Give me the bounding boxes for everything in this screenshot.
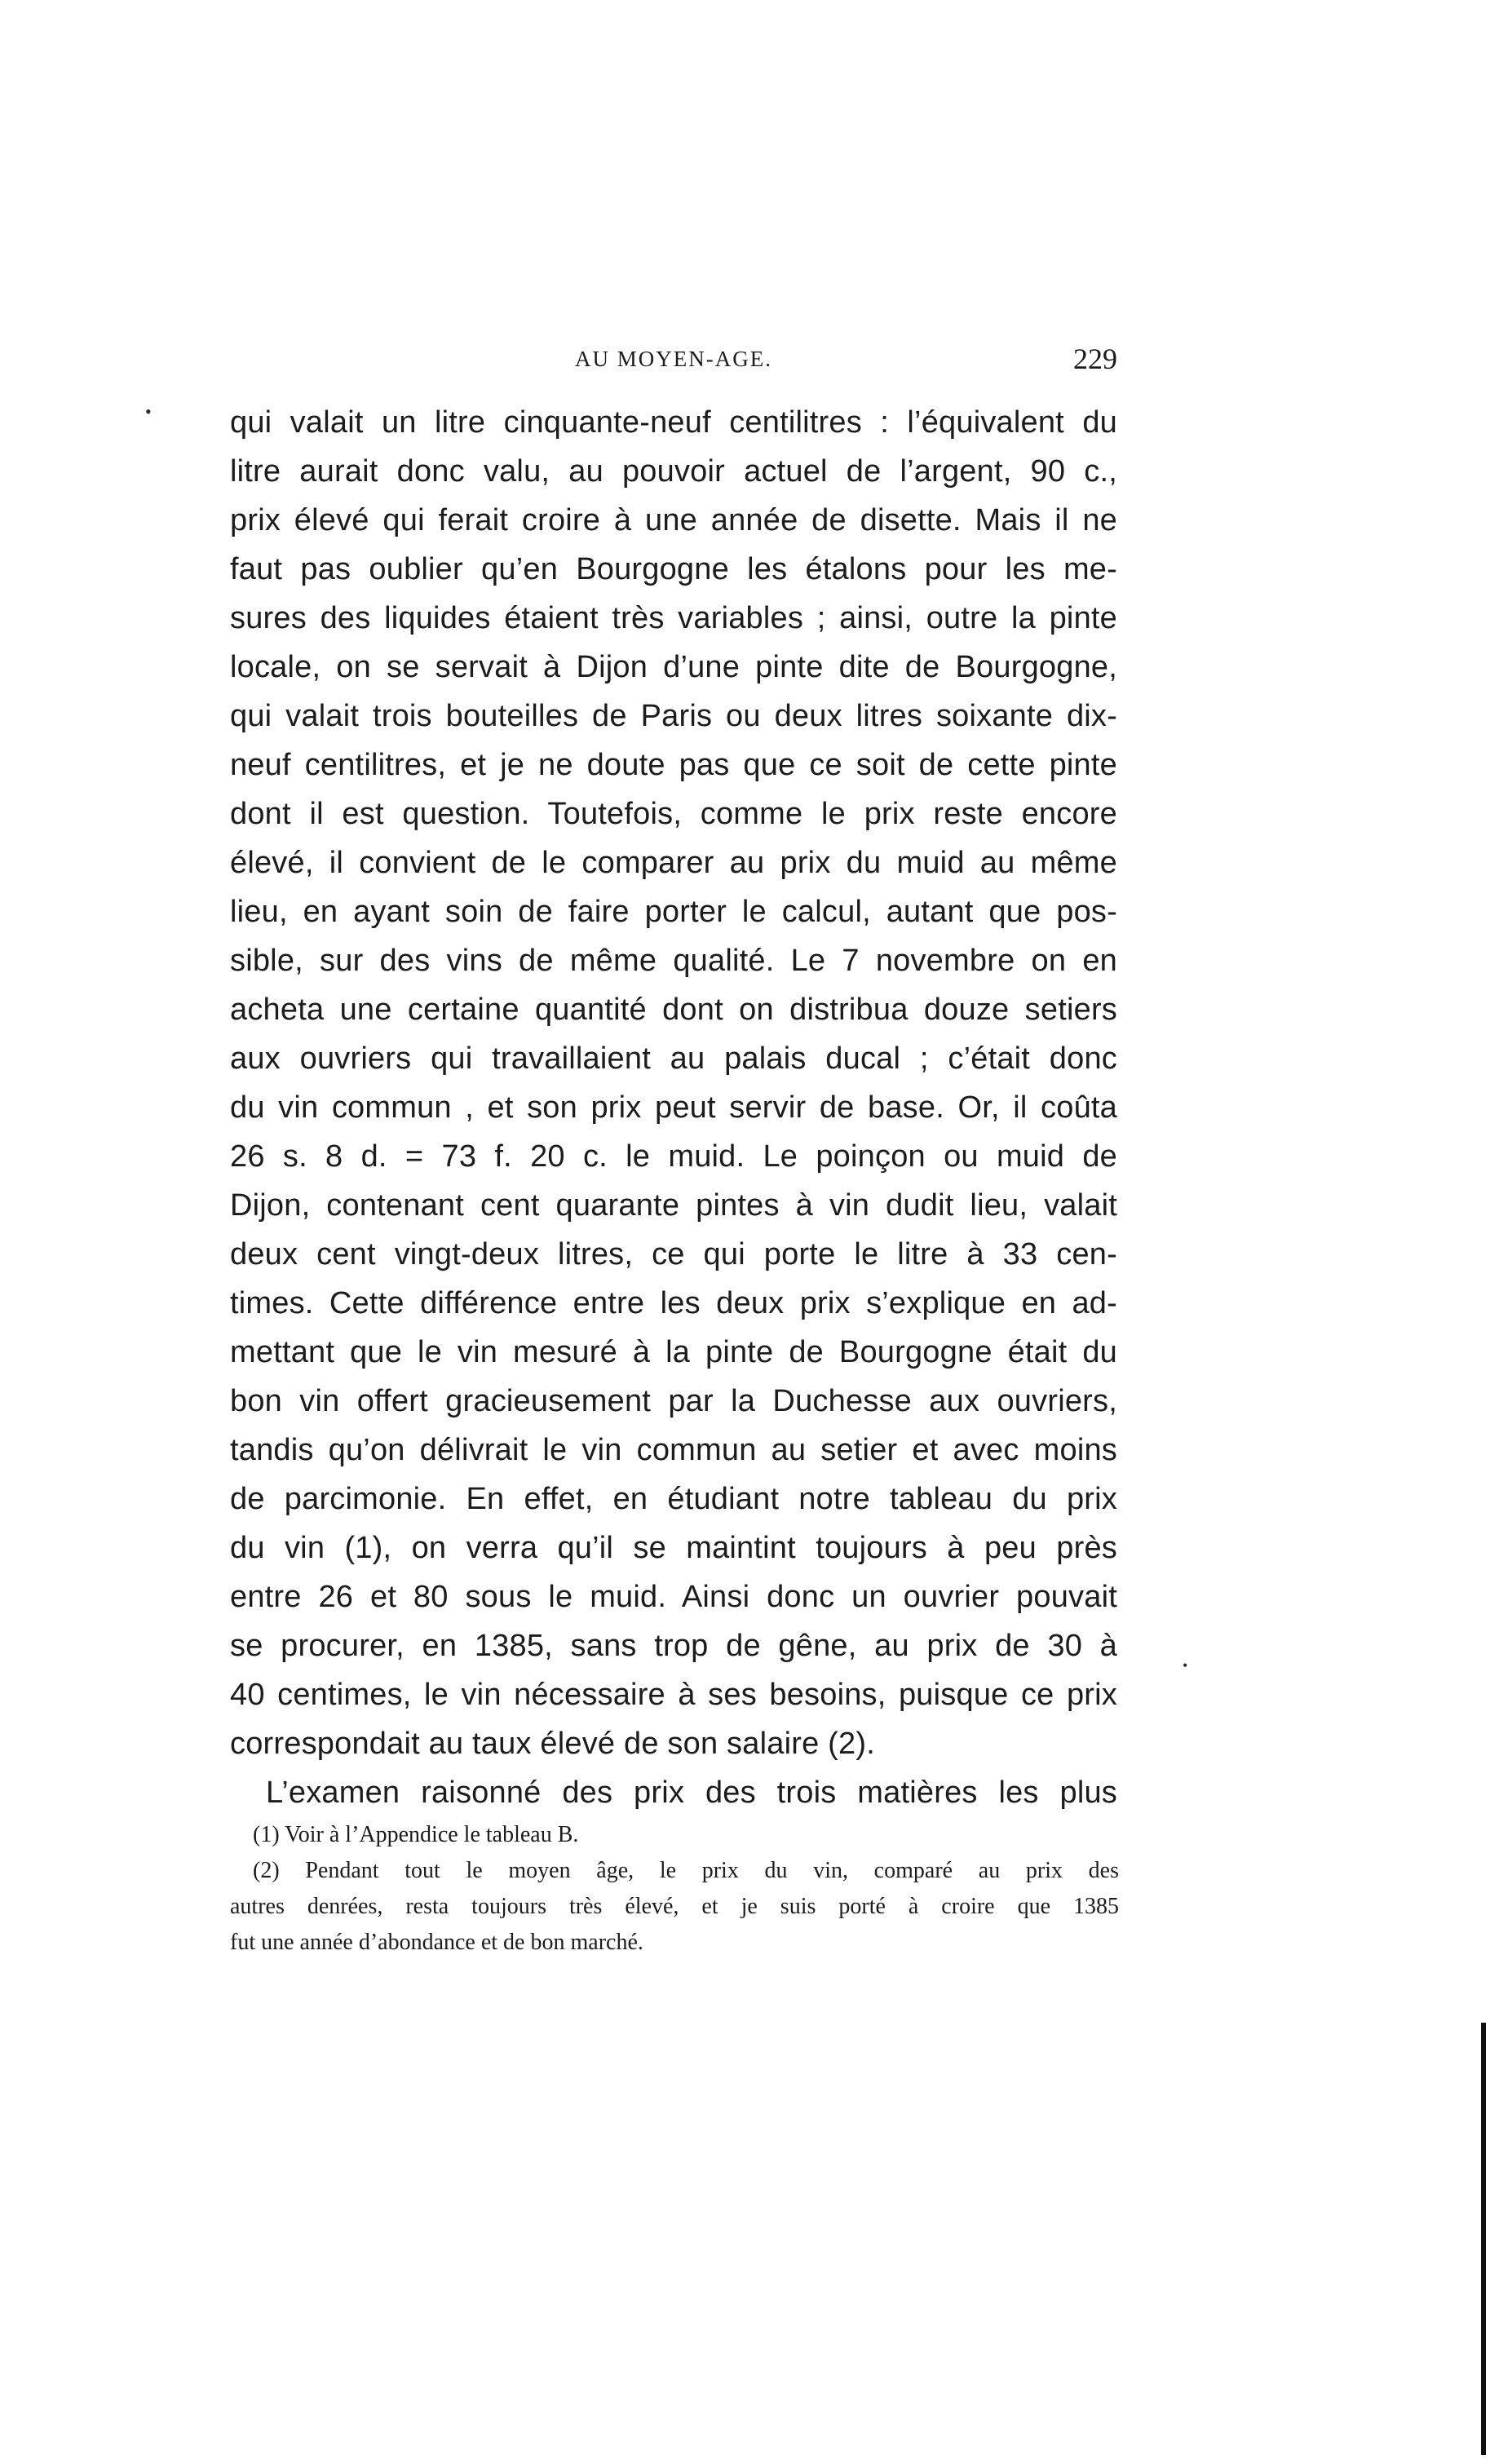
text-line: sures des liquides étaient très variables ; ainsi, outre la pinte [230, 601, 1117, 635]
running-title: AU MOYEN-AGE. [575, 347, 772, 371]
footnote-2: (2) Pendant tout le moyen âge, le prix du vin, comparé au prix des [253, 1858, 1119, 1883]
margin-speck: • [1183, 1657, 1188, 1674]
text-line: qui valait un litre cinquante-neuf centilitres : l’équivalent du [230, 405, 1117, 440]
text-line: litre aurait donc valu, au pouvoir actuel de l’argent, 90 c., [230, 454, 1117, 489]
text-line: de parcimonie. En effet, en étudiant notre tableau du prix [230, 1482, 1117, 1516]
text-line: bon vin offert gracieusement par la Duchesse aux ouvriers, [230, 1384, 1117, 1418]
text-line: Dijon, contenant cent quarante pintes à vin dudit lieu, valait [230, 1188, 1117, 1223]
text-line: neuf centilitres, et je ne doute pas que ce soit de cette pinte [230, 748, 1117, 782]
text-line-paragraph-end: correspondait au taux élevé de son salaire (2). [230, 1727, 875, 1761]
footnote-2-continuation: fut une année d’abondance et de bon marché. [230, 1930, 643, 1955]
page-number: 229 [1073, 343, 1117, 375]
text-line: entre 26 et 80 sous le muid. Ainsi donc un ouvrier pouvait [230, 1580, 1117, 1614]
main-text [230, 398, 1117, 1817]
binding-edge [1481, 2023, 1486, 2455]
text-line: sible, sur des vins de même qualité. Le 7 novembre on en [230, 944, 1117, 978]
running-head [230, 343, 1117, 379]
text-line: se procurer, en 1385, sans trop de gêne, au prix de 30 à [230, 1629, 1117, 1663]
text-line-paragraph-start: L’examen raisonné des prix des trois matières les plus [266, 1776, 1117, 1810]
text-line: times. Cette différence entre les deux prix s’explique en ad- [230, 1286, 1117, 1320]
footnotes [230, 1817, 1119, 1961]
text-line: locale, on se servait à Dijon d’une pinte dite de Bourgogne, [230, 650, 1117, 684]
text-line: dont il est question. Toutefois, comme le prix reste encore [230, 797, 1117, 831]
text-line: 40 centimes, le vin nécessaire à ses besoins, puisque ce prix [230, 1678, 1117, 1712]
text-line: faut pas oublier qu’en Bourgogne les étalons pour les me- [230, 552, 1117, 586]
footnote-1: (1) Voir à l’Appendice le tableau B. [253, 1822, 579, 1847]
text-line: tandis qu’on délivrait le vin commun au setier et avec moins [230, 1433, 1117, 1467]
text-line: acheta une certaine quantité dont on distribua douze setiers [230, 993, 1117, 1027]
text-line: lieu, en ayant soin de faire porter le calcul, autant que pos- [230, 895, 1117, 929]
text-line: mettant que le vin mesuré à la pinte de Bourgogne était du [230, 1335, 1117, 1369]
text-line: du vin (1), on verra qu’il se maintint toujours à peu près [230, 1531, 1117, 1565]
text-line: deux cent vingt-deux litres, ce qui porte le litre à 33 cen- [230, 1237, 1117, 1272]
text-line: 26 s. 8 d. = 73 f. 20 c. le muid. Le poinçon ou muid de [230, 1139, 1117, 1174]
text-line: élevé, il convient de le comparer au prix du muid au même [230, 846, 1117, 880]
margin-speck: • [145, 401, 152, 422]
text-line: du vin commun , et son prix peut servir de base. Or, il coûta [230, 1090, 1117, 1125]
text-line: qui valait trois bouteilles de Paris ou deux litres soixante dix- [230, 699, 1117, 733]
text-line: aux ouvriers qui travaillaient au palais ducal ; c’était donc [230, 1042, 1117, 1076]
text-line: prix élevé qui ferait croire à une année de disette. Mais il ne [230, 503, 1117, 537]
footnote-2-continuation: autres denrées, resta toujours très élevé, et je suis porté à croire que 1385 [230, 1894, 1119, 1919]
